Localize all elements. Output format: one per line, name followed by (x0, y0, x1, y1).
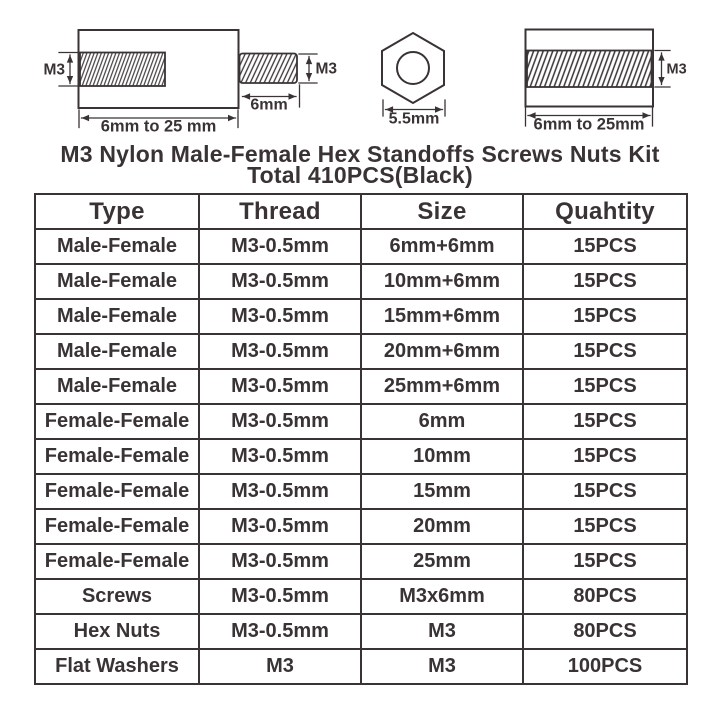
cell-thread: M3-0.5mm (199, 404, 361, 439)
cell-quantity: 15PCS (523, 369, 687, 404)
cell-thread: M3-0.5mm (199, 544, 361, 579)
cell-size: 25mm+6mm (361, 369, 523, 404)
hex-end-view-drawing (382, 33, 445, 128)
cell-size: 20mm (361, 509, 523, 544)
cell-quantity: 15PCS (523, 404, 687, 439)
table-row (35, 579, 687, 614)
cell-size: 15mm+6mm (361, 299, 523, 334)
cell-quantity: 100PCS (523, 649, 687, 684)
dim-label-m3: M3 (666, 61, 687, 78)
cell-type: Hex Nuts (35, 614, 199, 649)
female-female-standoff-drawing (526, 30, 687, 134)
cell-thread: M3-0.5mm (199, 439, 361, 474)
spec-table-body (35, 229, 687, 684)
cell-thread: M3-0.5mm (199, 369, 361, 404)
cell-quantity: 15PCS (523, 334, 687, 369)
male-female-standoff-drawing (43, 30, 337, 136)
cell-thread: M3-0.5mm (199, 579, 361, 614)
cell-size: 10mm+6mm (361, 264, 523, 299)
cell-size: 10mm (361, 439, 523, 474)
cell-quantity: 15PCS (523, 544, 687, 579)
cell-thread: M3-0.5mm (199, 299, 361, 334)
header-quantity: Quahtity (523, 194, 687, 229)
cell-type: Female-Female (35, 404, 199, 439)
cell-thread: M3-0.5mm (199, 509, 361, 544)
cell-size: M3 (361, 649, 523, 684)
product-title-line1: M3 Nylon Male-Female Hex Standoffs Screws Nuts Kit (60, 141, 660, 167)
dim-label-stud: 6mm (250, 96, 288, 114)
header-type: Type (35, 194, 199, 229)
table-row (35, 404, 687, 439)
cell-type: Female-Female (35, 509, 199, 544)
dim-label-hex-width: 5.5mm (388, 110, 440, 128)
product-title-line2: Total 410PCS(Black) (247, 161, 473, 188)
table-row (35, 334, 687, 369)
cell-size: 25mm (361, 544, 523, 579)
cell-quantity: 15PCS (523, 474, 687, 509)
table-header-row (35, 194, 687, 229)
table-row (35, 299, 687, 334)
cell-type: Female-Female (35, 474, 199, 509)
internal-thread-hatch (80, 53, 165, 87)
cell-type: Female-Female (35, 439, 199, 474)
table-row (35, 649, 687, 684)
cell-size: 6mm (361, 404, 523, 439)
cell-quantity: 15PCS (523, 439, 687, 474)
table-row (35, 264, 687, 299)
cell-thread: M3-0.5mm (199, 229, 361, 264)
cell-type: Female-Female (35, 544, 199, 579)
table-row (35, 509, 687, 544)
cell-type: Screws (35, 579, 199, 614)
table-row (35, 544, 687, 579)
cell-type: Male-Female (35, 264, 199, 299)
cell-thread: M3-0.5mm (199, 334, 361, 369)
cell-quantity: 15PCS (523, 509, 687, 544)
cell-quantity: 15PCS (523, 264, 687, 299)
cell-size: 15mm (361, 474, 523, 509)
cell-thread: M3-0.5mm (199, 474, 361, 509)
cell-type: Flat Washers (35, 649, 199, 684)
cell-type: Male-Female (35, 369, 199, 404)
table-row (35, 229, 687, 264)
table-row (35, 614, 687, 649)
cell-thread: M3-0.5mm (199, 264, 361, 299)
thread-hole-circle (397, 52, 429, 84)
dim-label-body: 6mm to 25 mm (100, 117, 217, 136)
cell-type: Male-Female (35, 334, 199, 369)
cell-type: Male-Female (35, 299, 199, 334)
cell-quantity: 15PCS (523, 299, 687, 334)
product-title (0, 141, 720, 188)
table-row (35, 474, 687, 509)
cell-size: M3x6mm (361, 579, 523, 614)
cell-quantity: 15PCS (523, 229, 687, 264)
cell-size: M3 (361, 614, 523, 649)
dim-label-body: 6mm to 25mm (533, 115, 645, 134)
internal-thread-hatch (527, 51, 652, 88)
cell-type: Male-Female (35, 229, 199, 264)
table-row (35, 439, 687, 474)
cell-thread: M3-0.5mm (199, 614, 361, 649)
table-row (35, 369, 687, 404)
dim-label-m3-left: M3 (43, 61, 65, 79)
spec-table (34, 193, 688, 685)
technical-drawings (0, 0, 720, 142)
cell-quantity: 80PCS (523, 614, 687, 649)
dim-label-m3-right: M3 (315, 60, 338, 78)
cell-size: 6mm+6mm (361, 229, 523, 264)
cell-quantity: 80PCS (523, 579, 687, 614)
header-size: Size (361, 194, 523, 229)
cell-size: 20mm+6mm (361, 334, 523, 369)
male-stud-thread-hatch (240, 54, 298, 84)
header-thread: Thread (199, 194, 361, 229)
cell-thread: M3 (199, 649, 361, 684)
